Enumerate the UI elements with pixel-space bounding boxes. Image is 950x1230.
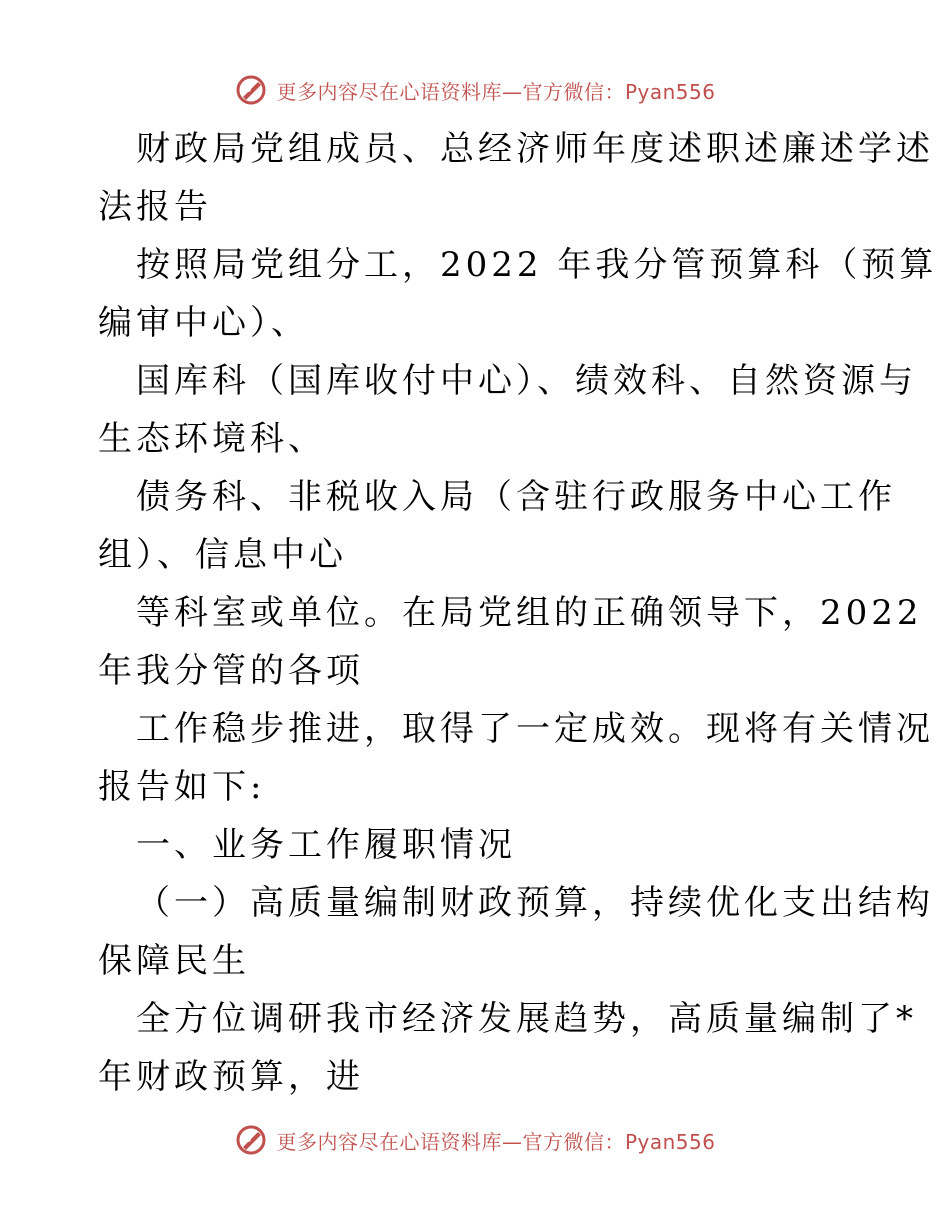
paragraph-line: 等科室或单位。在局党组的正确领导下，2022 — [136, 593, 923, 633]
paragraph-line: 全方位调研我市经济发展趋势，高质量编制了* — [136, 999, 917, 1039]
paragraph-line: 国库科（国库收付中心）、绩效科、自然资源与 — [136, 361, 917, 401]
paragraph-line: 按照局党组分工，2022 年我分管预算科（预算 — [136, 245, 938, 285]
paragraph-line: 年我分管的各项 — [98, 651, 364, 691]
footer-banner — [0, 1120, 950, 1160]
paragraph-line: 生态环境科、 — [98, 419, 326, 459]
doc-title-line-2: 法报告 — [98, 187, 212, 227]
paragraph-line: 工作稳步推进，取得了一定成效。现将有关情况 — [136, 709, 934, 749]
brand-logo-icon — [234, 73, 268, 107]
section-heading: 一、业务工作履职情况 — [136, 825, 516, 865]
subsection-heading-line-1: （一）高质量编制财政预算，持续优化支出结构 — [136, 883, 934, 923]
paragraph-line: 组）、信息中心 — [98, 535, 347, 575]
paragraph-line: 债务科、非税收入局（含驻行政服务中心工作 — [136, 477, 896, 517]
paragraph-line: 报告如下: — [98, 767, 266, 807]
banner-text: 更多内容尽在心语资料库—官方微信：Pyan556 — [276, 79, 716, 104]
brand-logo-icon — [234, 1123, 268, 1157]
header-banner — [0, 70, 950, 110]
banner-text: 更多内容尽在心语资料库—官方微信：Pyan556 — [276, 1129, 716, 1154]
document-body — [98, 120, 938, 1106]
paragraph-line: 编审中心）、 — [98, 303, 309, 343]
doc-title-line-1: 财政局党组成员、总经济师年度述职述廉述学述 — [136, 129, 934, 169]
subsection-heading-line-2: 保障民生 — [98, 941, 250, 981]
paragraph-line: 年财政预算，进 — [98, 1057, 364, 1097]
